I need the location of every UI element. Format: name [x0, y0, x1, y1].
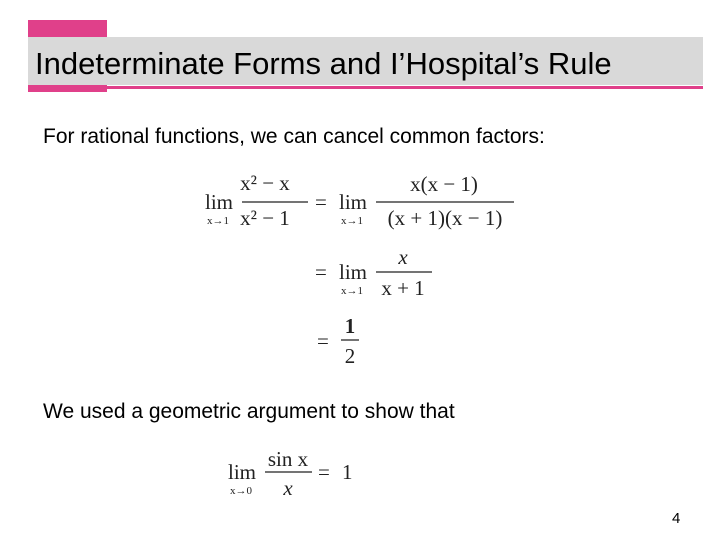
- lim-subscript: x→1: [341, 215, 363, 227]
- equals-sign: =: [315, 190, 327, 214]
- row3-denominator: 2: [344, 344, 356, 368]
- lim-operator: lim: [205, 190, 234, 214]
- geometric-argument-text: We used a geometric argument to show that: [43, 400, 455, 423]
- lim-operator: lim: [339, 190, 368, 214]
- lim-subscript: x→1: [341, 285, 363, 297]
- row1-rhs-denominator: (x + 1)(x − 1): [387, 206, 503, 230]
- row1-lhs-denominator: x² − 1: [240, 206, 290, 230]
- equals-sign: =: [315, 260, 327, 284]
- row2-numerator: x: [398, 245, 408, 269]
- rational-limit-equation: [195, 168, 535, 373]
- lim-subscript: x→1: [207, 215, 229, 227]
- sine-result: 1: [342, 460, 353, 484]
- row1-rhs-numerator: x(x − 1): [410, 172, 478, 196]
- slide-title: Indeterminate Forms and I’Hospital’s Rule: [35, 46, 612, 81]
- page-number: 4: [672, 510, 681, 527]
- intro-text: For rational functions, we can cancel common factors:: [43, 125, 545, 148]
- row2-denominator: x + 1: [381, 276, 425, 300]
- equals-sign: =: [317, 329, 329, 353]
- lim-operator: lim: [339, 260, 368, 284]
- lim-subscript: x→0: [230, 485, 252, 497]
- lim-operator: lim: [228, 460, 257, 484]
- row3-numerator: 1: [344, 314, 356, 338]
- sine-numerator: sin x: [267, 447, 309, 471]
- sine-limit-equation: [222, 444, 362, 509]
- equals-sign: =: [318, 460, 330, 484]
- sine-denominator: x: [283, 476, 293, 500]
- row1-lhs-numerator: x² − x: [240, 171, 290, 195]
- title-underline: [28, 86, 703, 89]
